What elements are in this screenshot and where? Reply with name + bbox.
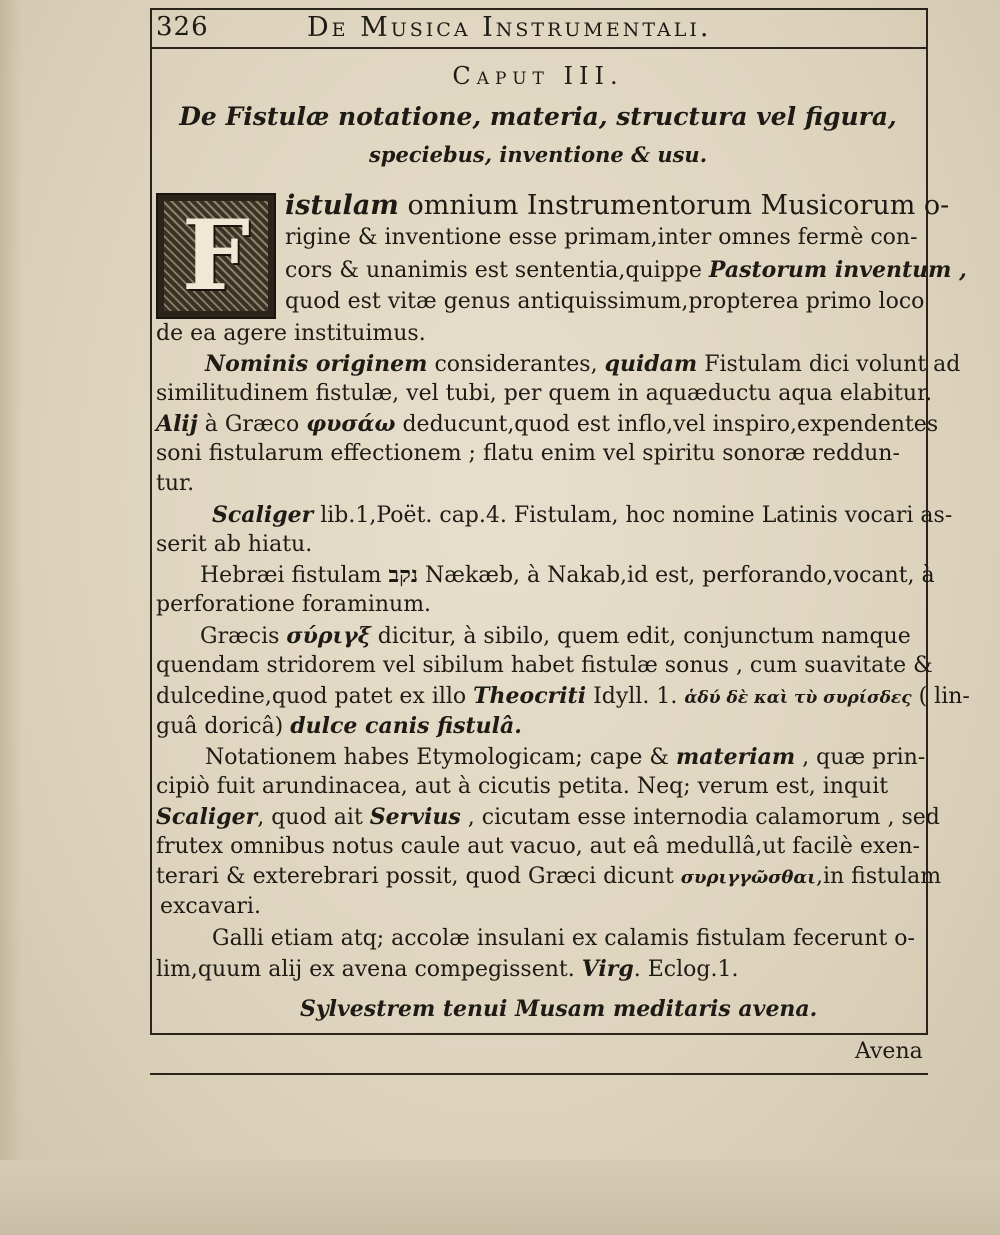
text-line: Scaliger lib.1,Poët. cap.4. Fistulam, hoc nomine Latinis vocari as- [212,502,953,528]
text-line: Galli etiam atq; accolæ insulani ex calamis fistulam fecerunt o- [212,926,915,951]
page-number: 326 [156,12,209,42]
text-line: quod est vitæ genus antiquissimum,propterea primo loco [285,289,925,314]
page-left-edge [0,0,22,1235]
text-line: Alij à Græco φυσάω deducunt,quod est inflo,vel inspiro,expendentes [156,411,939,437]
text-line: similitudinem fistulæ, vel tubi, per quem in aquæductu aqua elabitur. [156,381,933,406]
initial-ornament [164,201,268,311]
chapter-subtitle-line-1: De Fistulæ notatione, materia, structura vel figura, [179,102,897,131]
chapter-subtitle-line-2: speciebus, inventione & usu. [368,142,708,167]
frame-bottom-rule [150,1033,928,1035]
text-line: Hebræi fistulam נקב Nækæb, à Nakab,id est, perforando,vocant, à [200,562,935,588]
text-line: Græcis σύριγξ dicitur, à sibilo, quem edit, conjunctum namque [200,623,911,649]
text-line: serit ab hiatu. [156,532,313,557]
text-line: terari & exterebrari possit, quod Græci dicunt συριγγῶσθαι,in fistulam [156,864,942,889]
chapter-heading: Caput III. [452,62,624,90]
text-line: Notationem habes Etymologicam; cape & materiam , quæ prin- [205,744,926,770]
text-line: quendam stridorem vel sibilum habet fistulæ sonus , cum suavitate & [156,653,933,678]
text-line: Scaliger, quod ait Servius , cicutam esse internodia calamorum , sed [156,804,940,830]
catchword-rule [150,1073,928,1075]
text-line: excavari. [160,894,261,919]
text-line: soni fistularum effectionem ; flatu enim vel spiritu sonoræ reddun- [156,441,900,466]
text-line: frutex omnibus notus caule aut vacuo, aut eâ medullâ,ut facilè exen- [156,834,920,859]
text-line: tur. [156,471,195,496]
text-line: dulcedine,quod patet ex illo Theocriti Idyll. 1. ἁδύ δὲ καὶ τὺ συρίσδες ( lin- [156,683,970,709]
text-line: Nominis originem considerantes, quidam Fistulam dici volunt ad [205,351,961,377]
running-title: De Musica Instrumentali. [307,12,712,43]
running-head [152,10,924,46]
text-line: perforatione foraminum. [156,592,432,617]
text-line: istulam omnium Instrumentorum Musicorum o- [285,190,950,221]
text-line: lim,quum alij ex avena compegissent. Virg. Eclog.1. [156,956,739,982]
header-rule [150,47,928,49]
catchword: Avena [855,1039,923,1064]
page-bottom-margin [0,1160,1000,1235]
text-line: cors & unanimis est sententia,quippe Pastorum inventum , [285,257,967,283]
text-line: rigine & inventione esse primam,inter omnes fermè con- [285,225,918,250]
decorated-initial [156,193,276,319]
initial-letter: F [181,199,251,312]
text-line: cipiò fuit arundinacea, aut à cicutis petita. Neq; verum est, inquit [156,774,889,799]
text-line: de ea agere instituimus. [156,321,426,346]
text-line: guâ doricâ) dulce canis fistulâ. [156,713,522,739]
verse-quotation: Sylvestrem tenui Musam meditaris avena. [300,996,818,1022]
